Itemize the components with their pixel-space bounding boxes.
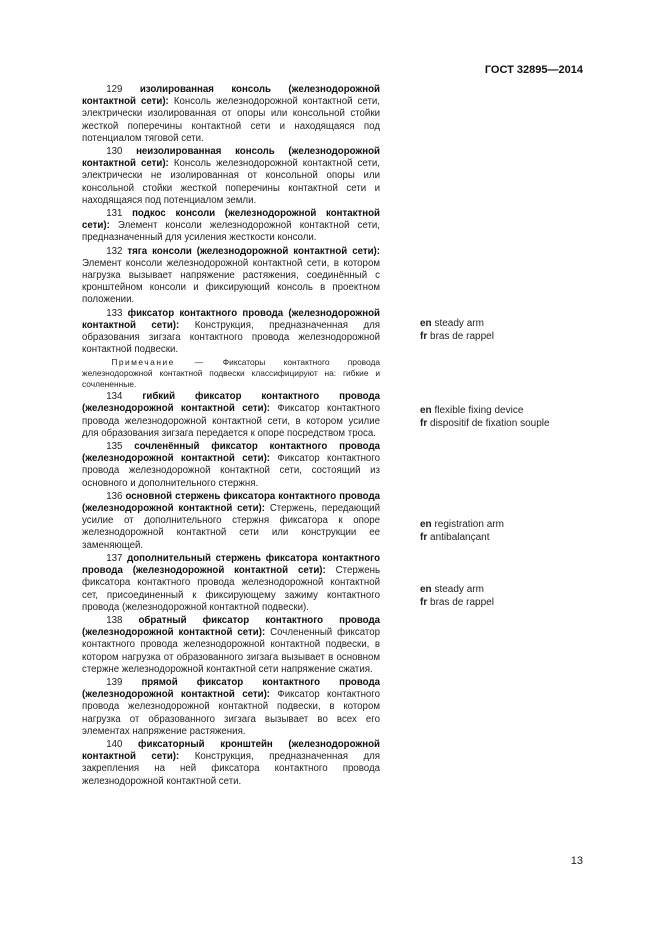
fr-term: bras de rappel xyxy=(430,596,494,608)
equivalents-137 xyxy=(420,584,494,609)
entry-definition: Фиксатор контактного провода железнодорожной контактной сети, в котором усилие для образования зигзага передается к опоре посредством троса. xyxy=(82,403,381,439)
fr-term: dispositif de fixation souple xyxy=(430,417,550,429)
fr-term: antibalançant xyxy=(430,531,490,543)
en-term: registration arm xyxy=(434,519,504,530)
fr-equivalent xyxy=(420,418,550,431)
en-equivalent xyxy=(420,584,494,597)
entry-number: 140 xyxy=(106,738,123,750)
entry-term: тяга консоли (железнодорожной контактной сети): xyxy=(127,245,380,257)
entry-definition: Консоль железнодорожной контактной сети, электрически изолированная от опоры или консольной стойки жесткой поперечины контактной сети и находящаяся под потенциалом тяговой сети. xyxy=(82,96,380,144)
entry-definition: Элемент консоли железнодорожной контактной сети, в котором нагрузка вызывает напряжение растяжения, соединённый с кронштейном консоли и фиксирующий консоль в проектном положении. xyxy=(82,257,380,306)
en-term: flexible fixing device xyxy=(434,405,524,416)
en-tag: en xyxy=(420,519,432,530)
entry-term: фиксаторный кронштейн (железнодорожной контактной сети): xyxy=(82,738,380,763)
entry-number: 138 xyxy=(106,614,123,626)
en-term: steady arm xyxy=(434,318,484,329)
entry-term: основной стержень фиксатора контактного провода (железнодорожной контактной сети): xyxy=(82,490,380,515)
entry-definition: Элемент консоли железнодорожной контактной сети, предназначенный для усиления жесткости консоли. xyxy=(82,220,380,244)
entry-definition: Сочлененный фиксатор контактного провода железнодорожной контактной подвески, в котором нагрузка от образованного зигзага вызывает в основном стержне железнодорожной контактной сети напряжение сжатия. xyxy=(82,627,380,675)
en-equivalent xyxy=(420,519,504,532)
entry-term: подкос консоли (железнодорожной контактной сети): xyxy=(82,208,380,232)
entry-number: 134 xyxy=(106,391,123,403)
page-number: 13 xyxy=(570,855,583,867)
fr-term: bras de rappel xyxy=(430,330,494,342)
en-equivalent xyxy=(420,318,494,331)
term-entry-133 xyxy=(82,308,380,357)
term-entry-129 xyxy=(82,84,380,145)
entry-definition: Фиксатор контактного провода железнодорожной контактной подвески, в котором нагрузка от образованного зигзага вызывает во всех его элементах напряжение растяжения. xyxy=(82,689,381,737)
entry-number: 131 xyxy=(106,208,123,220)
term-entry-130 xyxy=(82,146,380,207)
standard-header: ГОСТ 32895—2014 xyxy=(484,64,583,76)
entry-term: дополнительный стержень фиксатора контактного провода (железнодорожной контактной сети): xyxy=(82,552,380,577)
equivalents-134 xyxy=(420,405,550,430)
note-label: Примечание — xyxy=(111,357,205,368)
term-entry-137 xyxy=(82,553,380,614)
en-tag: en xyxy=(420,405,432,416)
term-entry-132 xyxy=(82,246,380,307)
en-term: steady arm xyxy=(434,584,484,595)
entry-number: 130 xyxy=(106,146,123,158)
term-entry-140 xyxy=(82,739,380,788)
equivalents-133 xyxy=(420,318,494,343)
entry-term: фиксатор контактного провода (железнодорожной контактной сети): xyxy=(82,307,380,331)
entry-definition: Конструкция, предназначенная для закрепления на ней фиксатора контактного провода железнодорожной контактной сети. xyxy=(82,751,380,787)
entry-number: 135 xyxy=(106,441,123,453)
entry-term: сочленённый фиксатор контактного провода (железнодорожной контактной сети): xyxy=(82,441,380,465)
fr-equivalent xyxy=(420,331,494,344)
term-entry-139 xyxy=(82,677,380,738)
entry-definition: Конструкция, предназначенная для образования зигзага контактного провода железнодорожной контактной подвески. xyxy=(82,319,380,356)
fr-tag: fr xyxy=(420,531,428,543)
fr-equivalent xyxy=(420,532,504,545)
entry-number: 132 xyxy=(106,245,123,257)
entry-definition: Стержень, передающий усилие от дополнительного стержня фиксатора к опоре железнодорожной контактной сети или конструкции ее заменяющей. xyxy=(82,503,380,551)
fr-tag: fr xyxy=(420,330,428,342)
note-text: Фиксаторы контактного провода железнодорожной контактной подвески классифицируют на: гибкие и сочлененные. xyxy=(82,357,380,389)
entry-definition: Консоль железнодорожной контактной сети, электрически не изолированная от консольной опоры или консольной стойки жесткой поперечины контактной сети и находящаяся под потенциалом земли. xyxy=(82,158,380,206)
entry-number: 136 xyxy=(106,490,123,502)
note-133 xyxy=(82,357,380,389)
entry-term: изолированная консоль (железнодорожной контактной сети): xyxy=(82,84,380,108)
entry-term: гибкий фиксатор контактного провода (железнодорожной контактной сети): xyxy=(82,391,380,415)
entry-term: прямой фиксатор контактного провода (железнодорожной контактной сети): xyxy=(82,676,380,701)
term-entry-131 xyxy=(82,208,380,245)
term-entry-134 xyxy=(82,391,380,440)
entry-term: неизолированная консоль (железнодорожной контактной сети): xyxy=(82,146,380,170)
terms-column xyxy=(82,84,380,789)
term-entry-138 xyxy=(82,615,380,676)
fr-tag: fr xyxy=(420,596,428,608)
entry-number: 139 xyxy=(106,676,123,688)
en-equivalent xyxy=(420,405,550,418)
entry-number: 137 xyxy=(106,552,123,564)
entry-definition: Стержень фиксатора контактного провода железнодорожной контактной сет, присоединенный к фиксирующему зажиму контактного провода (железнодорожной контактной подвески). xyxy=(82,565,380,613)
term-entry-136 xyxy=(82,491,380,552)
en-tag: en xyxy=(420,318,432,329)
en-tag: en xyxy=(420,584,432,595)
fr-equivalent xyxy=(420,597,494,610)
entry-definition: Фиксатор контактного провода железнодорожной контактной сети, состоящий из основного и дополнительного стержня. xyxy=(82,453,381,489)
entry-number: 129 xyxy=(106,84,123,95)
fr-tag: fr xyxy=(420,417,428,429)
equivalents-136 xyxy=(420,519,504,544)
entry-term: обратный фиксатор контактного провода (железнодорожной контактной сети): xyxy=(82,614,380,639)
term-entry-135 xyxy=(82,441,380,490)
entry-number: 133 xyxy=(106,307,123,319)
